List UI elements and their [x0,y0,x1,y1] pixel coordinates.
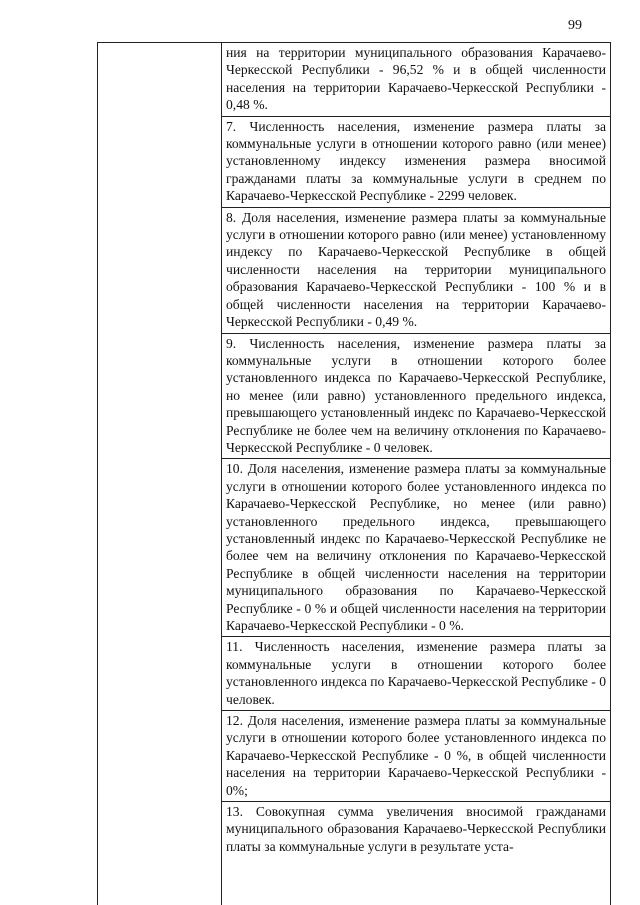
document-table [97,42,611,905]
paragraph-item-11: 11. Численность населения, изменение размера платы за коммунальные услуги в отношении которого более установленного индекса по Карачаево-Черкесской Республике - 0 человек. [222,637,610,711]
paragraph-item-7: 7. Численность населения, изменение размера платы за коммунальные услуги в отношении которого равно (или менее) установленному индексу изменения размера вносимой гражданами платы за коммунальные услуги в среднем по Карачаево-Черкесской Республике - 2299 человек. [222,117,610,208]
paragraph-item-13: 13. Совокупная сумма увеличения вносимой гражданами муниципального образования Карачаево-Черкесской Республики платы за коммунальные услуги в результате уста- [226,804,606,854]
right-column [222,43,611,905]
paragraph-item-9: 9. Численность населения, изменение размера платы за коммунальные услуги в отношении которого более установленного индекса по Карачаево-Черкесской Республике, но менее (или равно) установленного предельного индекса, превышающего установленный индекс по Карачаево-Черкесской Республике не более чем на величину отклонения по Карачаево-Черкесской Республике - 0 человек. [222,334,610,460]
page-number: 99 [568,18,582,33]
paragraph-item-8: 8. Доля населения, изменение размера платы за коммунальные услуги в отношении которого равно (или менее) установленному индексу по Карачаево-Черкесской Республике в общей численности населения на территории муниципального образования Карачаево-Черкесской Республики - 100 % и в общей численности населения на территории Карачаево-Черкесской Республики - 0,49 %. [222,208,610,334]
paragraph-item-12: 12. Доля населения, изменение размера платы за коммунальные услуги в отношении которого более установленного индекса по Карачаево-Черкесской Республике - 0 %, в общей численности населения на территории Карачаево-Черкесской Республики - 0%; [222,711,610,802]
paragraph-continuation: ния на территории муниципального образования Карачаево-Черкесской Республики - 96,52 % и в общей численности населения на территории Карачаево-Черкесской Республики - 0,48 %. [222,43,610,117]
paragraph-item-10: 10. Доля населения, изменение размера платы за коммунальные услуги в отношении которого более установленного индекса по Карачаево-Черкесской Республике, но менее (или равно) установленного предельного индекса, превышающего установленный индекс по Карачаево-Черкесской Республике не более чем на величину отклонения по Карачаево-Черкесской Республике в общей численности населения на территории муниципального образования по Карачаево-Черкесской Республике - 0 % и общей численности населения на территории Карачаево-Черкесской Республики - 0 %. [222,459,610,637]
left-column-empty-cell [98,43,222,905]
